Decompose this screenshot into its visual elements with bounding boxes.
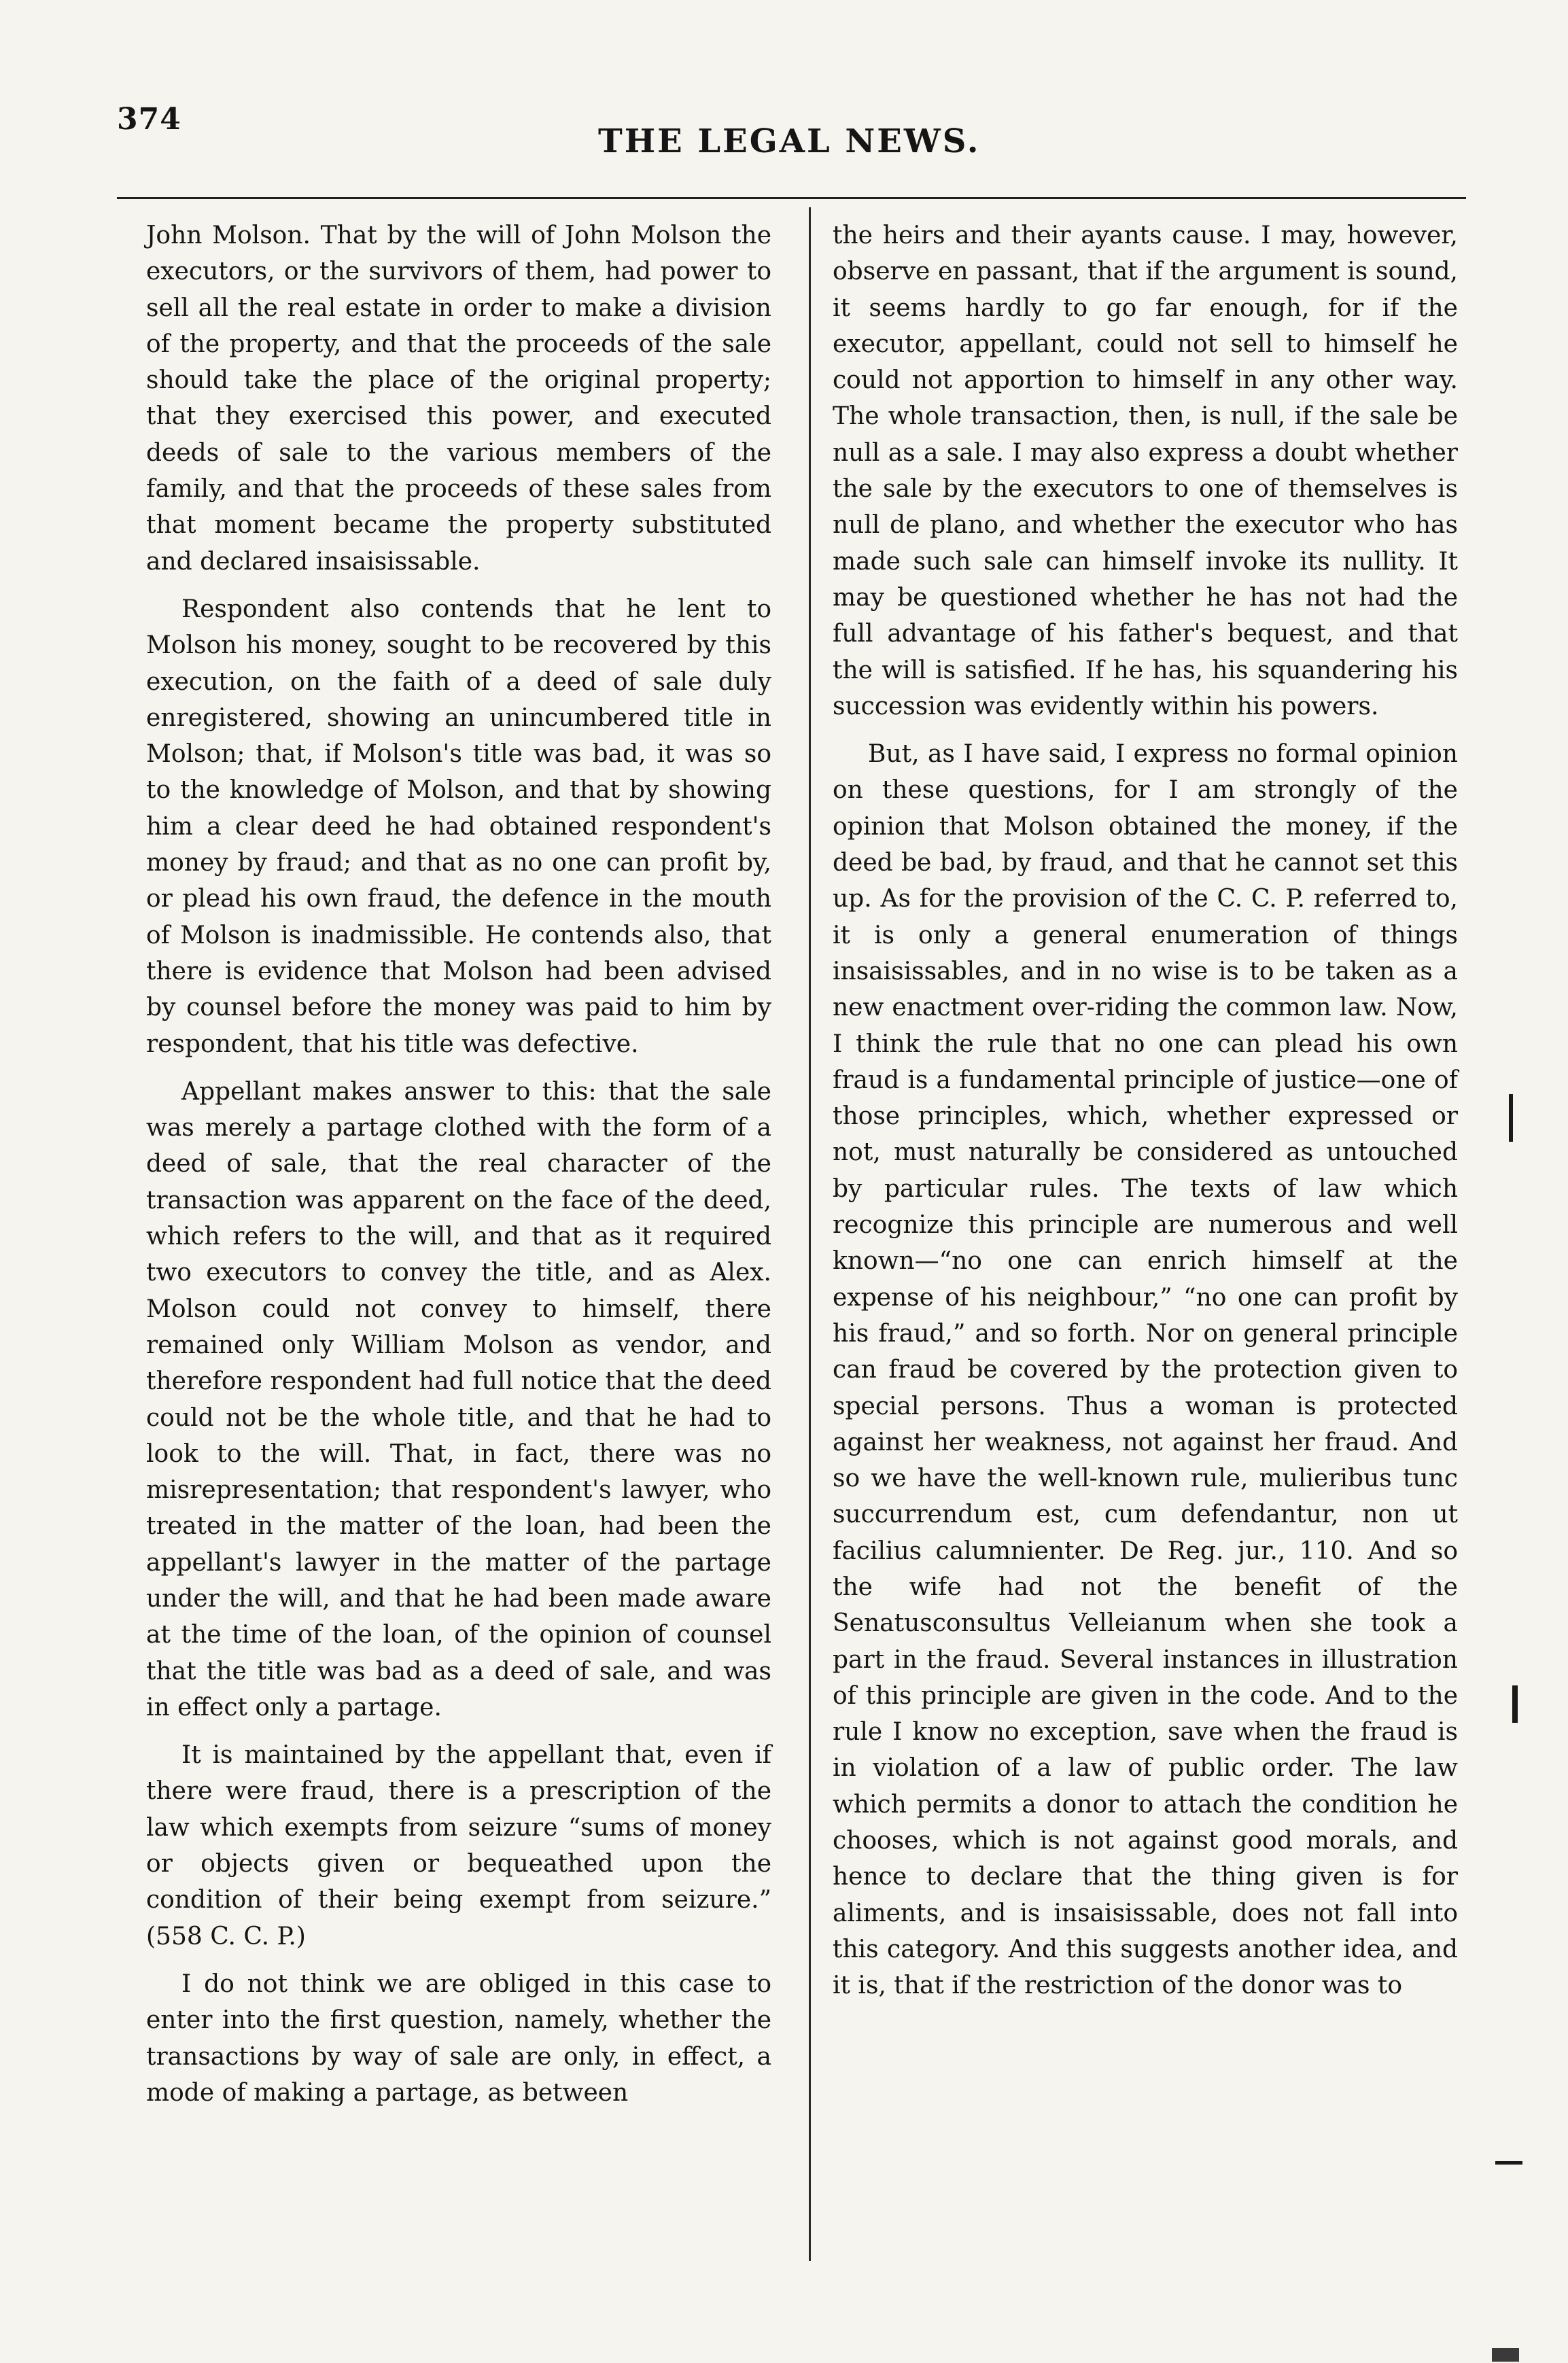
header-rule bbox=[117, 197, 1466, 199]
margin-mark bbox=[1492, 2348, 1519, 2362]
paragraph: the heirs and their ayants cause. I may, however, observe en passant, that if the argument is sound, it seems hardly to go far enough, for if the executor, appellant, could not sell to himself he could not apportion to himself in any other way. The whole transaction, then, is null, if the sale be null as a sale. I may also express a doubt whether the sale by the executors to one of themselves is null de plano, and whether the executor who has made such sale can himself invoke its nullity. It may be questioned whether he has not had the full advantage of his father's bequest, and that the will is satisfied. If he has, his squandering his succession was evidently within his powers. bbox=[833, 222, 1458, 720]
paragraph: It is maintained by the appellant that, even if there were fraud, there is a prescription of the law which exempts from seizure “sums of money or objects given or bequeathed upon the condition of their being exempt from seizure.” (558 C. C. P.) bbox=[146, 1741, 771, 1950]
column-divider bbox=[809, 207, 811, 2261]
paragraph: John Molson. That by the will of John Molson the executors, or the survivors of them, had power to sell all the real estate in order to make a division of the property, and that the proceeds of the sale should take the place of the original property; that they exercised this power, and executed deeds of sale to the various members of the family, and that the proceeds of these sales from that moment became the property substituted and declared insaisissable. bbox=[146, 222, 771, 576]
paragraph: I do not think we are obliged in this case to enter into the first question, namely, whether the transactions by way of sale are only, in effect, a mode of making a partage, as between bbox=[146, 1970, 771, 2107]
paragraph: Respondent also contends that he lent to Molson his money, sought to be recovered by this execution, on the faith of a deed of sale duly enregistered, showing an unincumbered title in Molson; that, if Molson's title was bad, it was so to the knowledge of Molson, and that by showing him a clear deed he had obtained respondent's money by fraud; and that as no one can profit by, or plead his own fraud, the defence in the mouth of Molson is inadmissible. He contends also, that there is evidence that Molson had been advised by counsel before the money was paid to him by respondent, that his title was defective. bbox=[146, 595, 771, 1058]
page-number: 374 bbox=[117, 102, 181, 137]
margin-mark bbox=[1509, 1094, 1513, 1142]
right-column bbox=[833, 217, 1458, 2016]
left-column bbox=[146, 217, 771, 2122]
margin-mark bbox=[1495, 2161, 1522, 2165]
margin-mark bbox=[1512, 1685, 1518, 1723]
paragraph: But, as I have said, I express no formal opinion on these questions, for I am strongly of the opinion that Molson obtained the money, if the deed be bad, by fraud, and that he cannot set this up. As for the provision of the C. C. P. referred to, it is only a general enumeration of things insaisissables, and in no wise is to be taken as a new enactment over-riding the common law. Now, I think the rule that no one can plead his own fraud is a fundamental principle of justice—one of those principles, which, whether expressed or not, must naturally be considered as untouched by particular rules. The texts of law which recognize this principle are numerous and well known—“no one can enrich himself at the expense of his neighbour,” “no one can profit by his fraud,” and so forth. Nor on general principle can fraud be covered by the protection given to special persons. Thus a woman is protected against her weakness, not against her fraud. And so we have the well-known rule, mulieribus tunc succurrendum est, cum defendantur, non ut facilius calumnienter. De Reg. jur., 110. And so the wife had not the benefit of the Senatusconsultus Velleianum when she took a part in the fraud. Several instances in illustration of this principle are given in the code. And to the rule I know no exception, save when the fraud is in violation of a law of public order. The law which permits a donor to attach the condition he chooses, which is not against good morals, and hence to declare that the thing given is for aliments, and is insaisissable, does not fall into this category. And this suggests another idea, and it is, that if the restriction of the donor was to bbox=[833, 740, 1458, 2000]
page-title: THE LEGAL NEWS. bbox=[598, 122, 981, 160]
paragraph: Appellant makes answer to this: that the sale was merely a partage clothed with the form of a deed of sale, that the real character of the transaction was apparent on the face of the deed, which refers to the will, and that as it required two executors to convey the title, and as Alex. Molson could not convey to himself, there remained only William Molson as vendor, and therefore respondent had full notice that the deed could not be the whole title, and that he had to look to the will. That, in fact, there was no misrepresentation; that respondent's lawyer, who treated in the matter of the loan, had been the appellant's lawyer in the matter of the partage under the will, and that he had been made aware at the time of the loan, of the opinion of counsel that the title was bad as a deed of sale, and was in effect only a partage. bbox=[146, 1077, 771, 1721]
